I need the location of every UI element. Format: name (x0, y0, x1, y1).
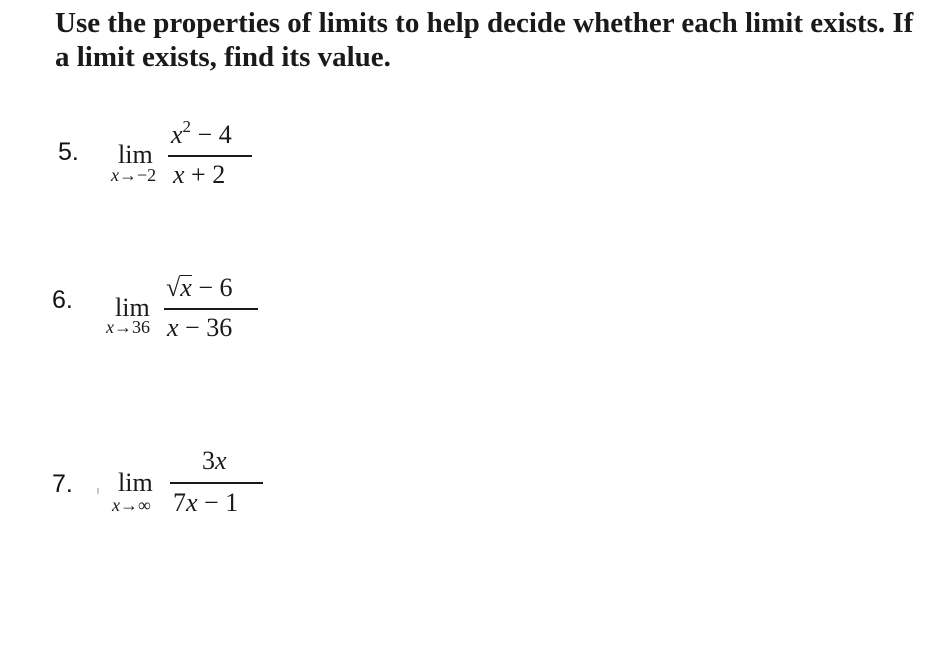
fraction-denominator: x + 2 (173, 160, 226, 189)
fraction-denominator: 7x − 1 (173, 488, 239, 517)
fraction-bar (170, 482, 263, 484)
fraction-numerator: √x − 6 (166, 273, 233, 302)
square-root-symbol: √ (166, 273, 181, 302)
lim-operator: lim (118, 468, 153, 497)
problem-number: 6. (52, 286, 73, 314)
fraction-bar (168, 155, 252, 157)
limit-subscript: x→36 (106, 317, 150, 337)
radicand: x (180, 273, 192, 302)
limit-subscript: x→∞ (112, 495, 151, 515)
fraction-bar (164, 308, 258, 310)
lim-operator: lim (118, 140, 153, 169)
fraction-numerator: $x^2 - 4$ (171, 117, 232, 149)
instructions-text: Use the properties of limits to help decide whether each limit exists. If a limit exists, find its value. (55, 7, 914, 73)
fraction-denominator: x − 36 (167, 313, 233, 342)
limit-subscript: x→−2 (111, 165, 157, 185)
problem-number: 5. (58, 138, 79, 166)
lim-operator: lim (115, 293, 150, 322)
fraction-numerator: 3x (202, 446, 227, 475)
problem-number: 7. (52, 470, 73, 498)
stray-mark (97, 488, 99, 494)
